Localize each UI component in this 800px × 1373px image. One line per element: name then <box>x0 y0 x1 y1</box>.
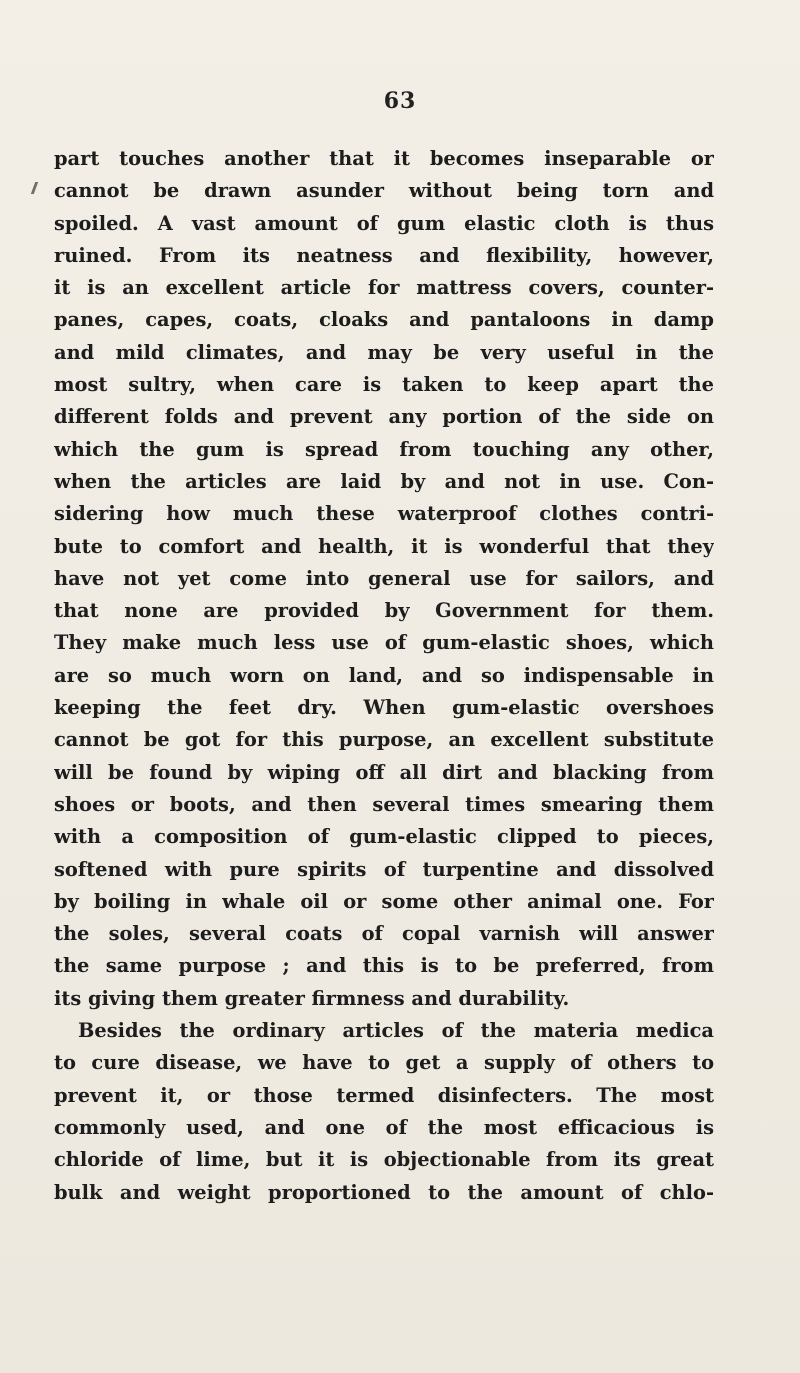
text-line: with a composition of gum-elastic clipped to pieces, <box>54 825 714 849</box>
text-line: ruined. From its neatness and flexibility, however, <box>54 243 714 267</box>
text-line: by boiling in whale oil or some other animal one. For <box>54 889 714 913</box>
text-line: its giving them greater firmness and durability. <box>54 986 570 1010</box>
text-line: and mild climates, and may be very useful in the <box>54 340 714 364</box>
text-line: shoes or boots, and then several times smearing them <box>54 792 714 816</box>
text-line: are so much worn on land, and so indispensable in <box>54 663 714 687</box>
text-line: spoiled. A vast amount of gum elastic cloth is thus <box>54 211 714 235</box>
text-line: it is an excellent article for mattress covers, counter- <box>54 276 714 300</box>
text-line: when the articles are laid by and not in use. Con- <box>54 469 714 493</box>
text-line: bulk and weight proportioned to the amount of chlo- <box>54 1180 714 1204</box>
text-line: bute to comfort and health, it is wonderful that they <box>54 534 714 558</box>
text-line: the soles, several coats of copal varnish will answer <box>54 922 714 946</box>
text-line: cannot be got for this purpose, an excellent substitute <box>54 728 714 752</box>
text-line: Besides the ordinary articles of the materia medica <box>78 1019 714 1043</box>
text-line: will be found by wiping off all dirt and blacking from <box>54 760 714 784</box>
text-line: keeping the feet dry. When gum-elastic overshoes <box>54 696 714 720</box>
text-line: have not yet come into general use for sailors, and <box>54 566 714 590</box>
text-line: to cure disease, we have to get a supply of others to <box>54 1051 714 1075</box>
text-line: commonly used, and one of the most efficacious is <box>54 1115 714 1139</box>
body-text <box>54 143 714 1209</box>
text-line: part touches another that it becomes inseparable or <box>54 147 714 170</box>
text-line: that none are provided by Government for them. <box>54 599 714 623</box>
text-line: most sultry, when care is taken to keep apart the <box>54 373 714 397</box>
text-line: which the gum is spread from touching any other, <box>54 437 714 461</box>
text-line: the same purpose ; and this is to be preferred, from <box>54 954 714 978</box>
text-line: different folds and prevent any portion of the side on <box>54 405 714 429</box>
text-line: chloride of lime, but it is objectionable from its great <box>54 1148 714 1172</box>
text-line: softened with pure spirits of turpentine and dissolved <box>54 857 714 881</box>
page-number: 63 <box>383 88 417 114</box>
margin-mark <box>31 182 38 194</box>
text-line: sidering how much these waterproof clothes contri- <box>54 502 714 526</box>
text-line: cannot be drawn asunder without being torn and <box>54 179 714 203</box>
text-line: They make much less use of gum-elastic shoes, which <box>54 631 714 655</box>
text-line: prevent it, or those termed disinfecters. The most <box>54 1083 714 1107</box>
text-line: panes, capes, coats, cloaks and pantaloons in damp <box>54 308 714 332</box>
